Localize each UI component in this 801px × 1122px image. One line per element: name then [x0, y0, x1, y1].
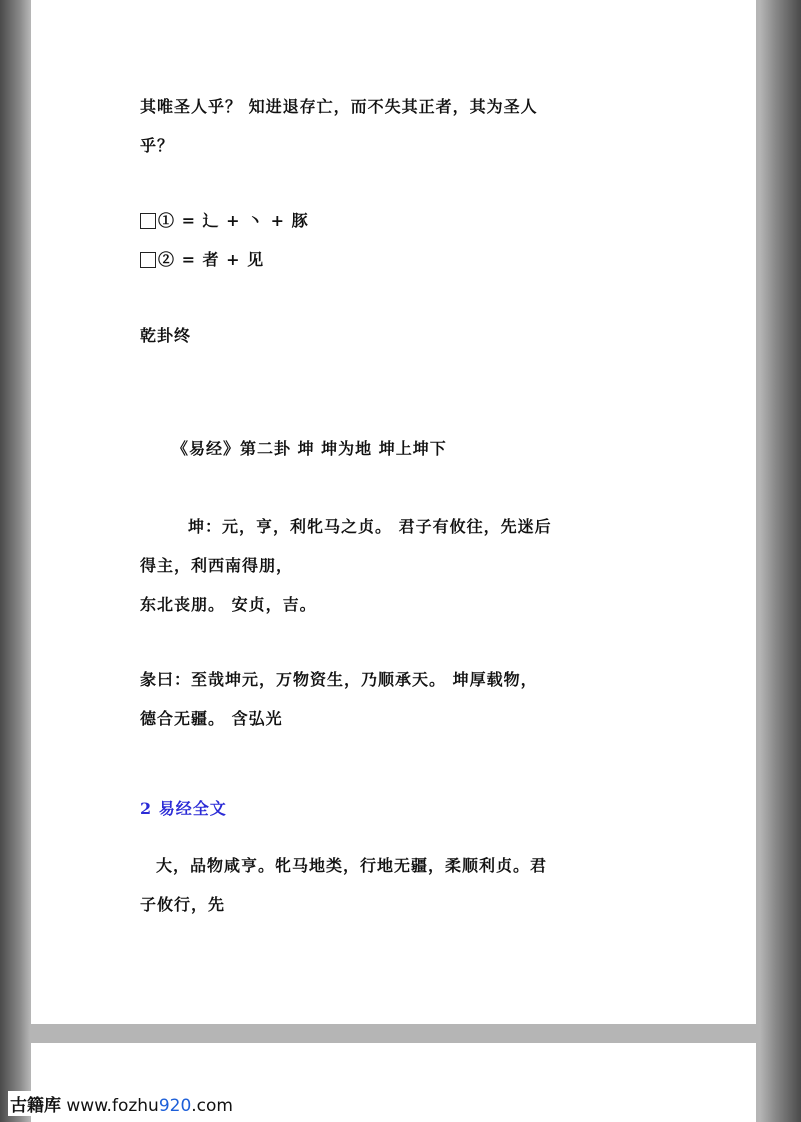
section-link[interactable]: 2 易经全文 — [140, 799, 227, 818]
text-line-9: 子攸行，先 — [140, 895, 226, 914]
site-domain-number: 920 — [158, 1096, 192, 1116]
char-note-1-text: ① = 辶 + 丶 + 豚 — [158, 211, 309, 230]
text-line-6: 彖曰：至哉坤元，万物资生，乃顺承天。 坤厚载物， — [140, 670, 538, 689]
text-line-3: 坤：元，亨，利牝马之贞。 君子有攸往，先迷后 — [188, 517, 552, 536]
site-name: 古籍库 — [10, 1096, 61, 1116]
chapter-title: 《易经》第二卦 坤 坤为地 坤上坤下 — [172, 439, 447, 458]
site-domain-suffix: .com — [191, 1096, 233, 1116]
text-line-5: 东北丧朋。 安贞，吉。 — [140, 595, 317, 614]
text-line-2: 乎？ — [140, 136, 175, 155]
char-note-2 — [140, 247, 264, 270]
text-line-4: 得主，利西南得朋， — [140, 556, 294, 575]
text-line-8: 大，品物咸亨。牝马地类，行地无疆，柔顺利贞。君 — [156, 856, 548, 875]
missing-char-box — [140, 213, 156, 229]
missing-char-box — [140, 252, 156, 268]
char-note-2-text: ② = 者 + 见 — [158, 250, 265, 269]
char-note-1 — [140, 208, 309, 231]
section-end-heading: 乾卦终 — [140, 326, 192, 345]
text-line-7: 德合无疆。 含弘光 — [140, 709, 283, 728]
text-line-1: 其唯圣人乎？ 知进退存亡，而不失其正者，其为圣人 — [140, 97, 538, 116]
site-watermark[interactable] — [8, 1091, 235, 1116]
site-domain-prefix: www.fozhu — [66, 1096, 159, 1116]
